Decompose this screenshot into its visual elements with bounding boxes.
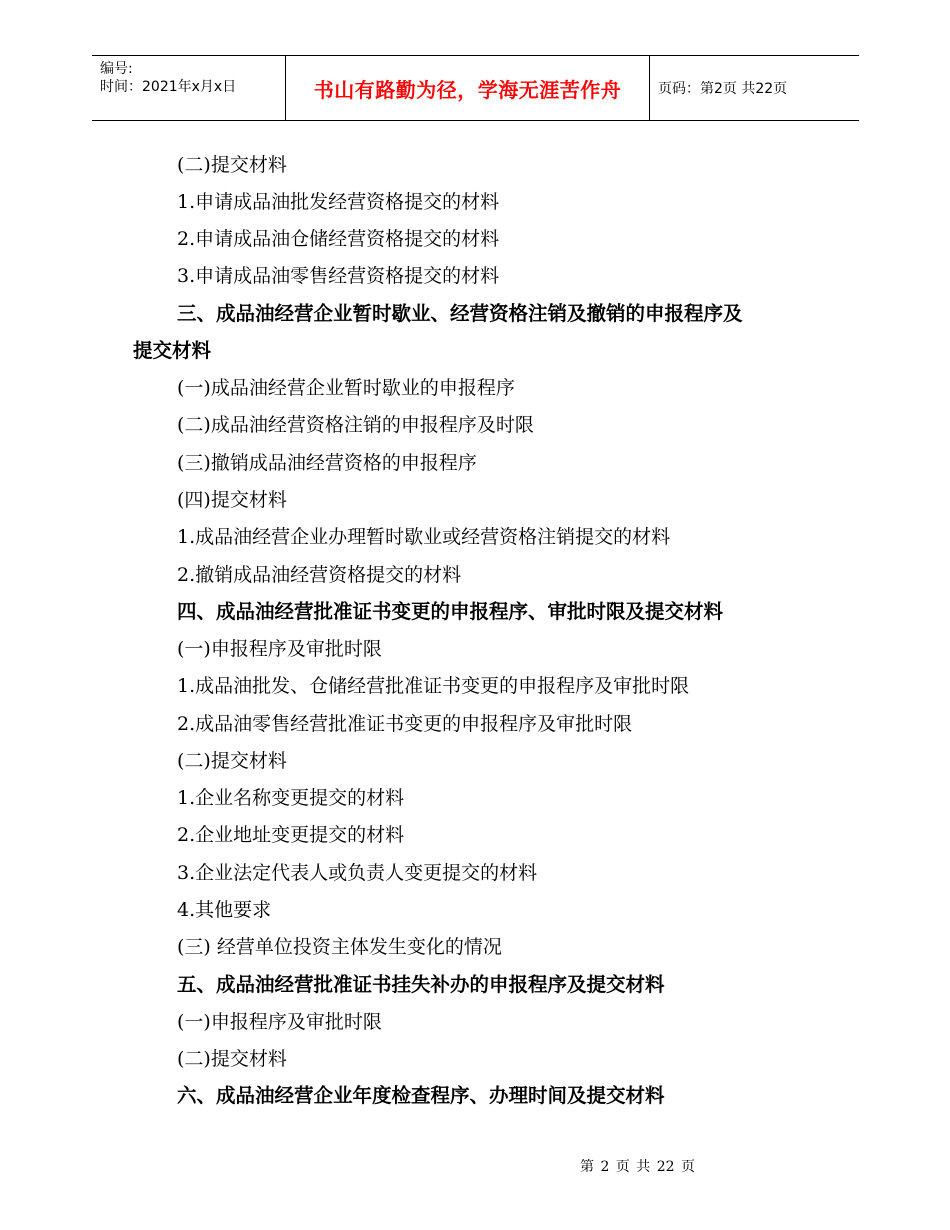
list-item: 2.企业地址变更提交的材料 bbox=[177, 824, 405, 846]
section-heading: 四、成品油经营批准证书变更的申报程序、审批时限及提交材料 bbox=[177, 600, 724, 623]
list-item: (二)提交材料 bbox=[177, 1048, 287, 1070]
list-item: (二)提交材料 bbox=[177, 154, 287, 176]
list-item: 1.企业名称变更提交的材料 bbox=[177, 787, 405, 809]
section-heading-continued: 提交材料 bbox=[133, 339, 212, 362]
list-item: 1.申请成品油批发经营资格提交的材料 bbox=[177, 191, 500, 213]
list-item: 2.申请成品油仓储经营资格提交的材料 bbox=[177, 228, 500, 250]
list-item: 1.成品油批发、仓储经营批准证书变更的申报程序及审批时限 bbox=[177, 675, 690, 697]
list-item: (三)撤销成品油经营资格的申报程序 bbox=[177, 452, 477, 474]
list-item: 2.撤销成品油经营资格提交的材料 bbox=[177, 564, 462, 586]
page-footer: 第 2 页 共 22 页 bbox=[580, 1159, 695, 1175]
list-item: (一)成品油经营企业暂时歇业的申报程序 bbox=[177, 377, 515, 399]
list-item: (二)成品油经营资格注销的申报程序及时限 bbox=[177, 414, 534, 436]
list-item: (四)提交材料 bbox=[177, 489, 287, 511]
time-label: 时间：2021年x月x日 bbox=[100, 79, 237, 95]
list-item: (三) 经营单位投资主体发生变化的情况 bbox=[177, 936, 502, 958]
list-item: 4.其他要求 bbox=[177, 899, 272, 921]
list-item: 1.成品油经营企业办理暂时歇业或经营资格注销提交的材料 bbox=[177, 526, 671, 548]
list-item: (一)申报程序及审批时限 bbox=[177, 1011, 382, 1033]
section-heading: 三、成品油经营企业暂时歇业、经营资格注销及撤销的申报程序及 bbox=[177, 302, 743, 325]
section-heading: 五、成品油经营批准证书挂失补办的申报程序及提交材料 bbox=[177, 973, 665, 996]
list-item: 2.成品油零售经营批准证书变更的申报程序及审批时限 bbox=[177, 713, 633, 735]
header-motto: 书山有路勤为径，学海无涯苦作舟 bbox=[313, 77, 622, 102]
list-item: (一)申报程序及审批时限 bbox=[177, 638, 382, 660]
list-item: (二)提交材料 bbox=[177, 750, 287, 772]
list-item: 3.企业法定代表人或负责人变更提交的材料 bbox=[177, 862, 538, 884]
section-heading: 六、成品油经营企业年度检查程序、办理时间及提交材料 bbox=[177, 1084, 665, 1107]
header-page-info: 页码：第2页 共22页 bbox=[658, 81, 788, 97]
list-item: 3.申请成品油零售经营资格提交的材料 bbox=[177, 265, 500, 287]
number-label: 编号: bbox=[100, 61, 133, 77]
